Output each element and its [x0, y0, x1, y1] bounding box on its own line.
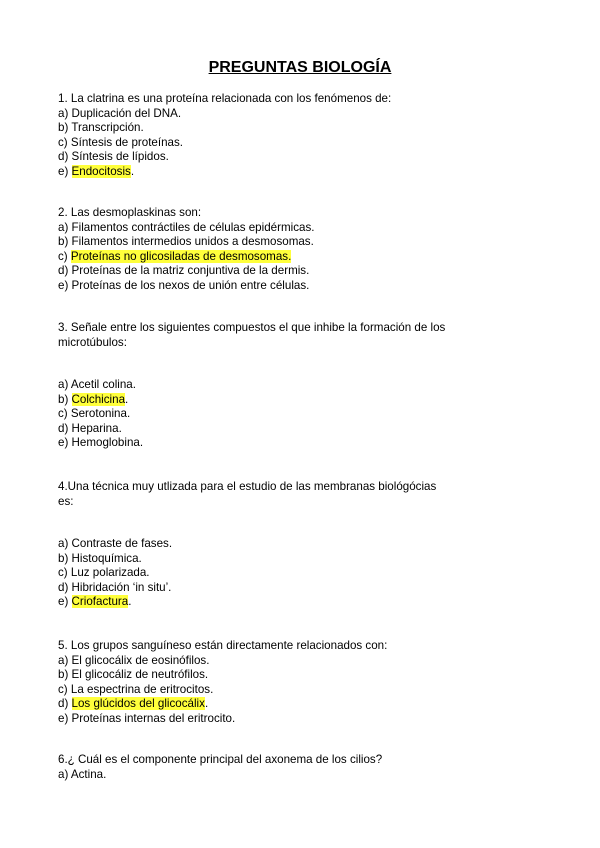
option-5d-prefix: d)	[58, 697, 72, 710]
option-1c: c) Síntesis de proteínas.	[58, 135, 184, 149]
question-6	[58, 753, 478, 782]
option-4b: b) Histoquímica.	[58, 551, 142, 565]
option-2e: e) Proteínas de los nexos de unión entre células.	[58, 278, 310, 292]
option-4e-prefix: e)	[58, 595, 72, 608]
question-4-text-line2: es:	[58, 494, 74, 508]
option-2c	[58, 250, 478, 265]
option-1d: d) Síntesis de lípidos.	[58, 150, 169, 163]
answer-highlight-5: Los glúcidos del glicocálix	[71, 697, 205, 710]
answer-highlight-1: Endocitosis	[71, 164, 131, 178]
option-2d: d) Proteínas de la matriz conjuntiva de la dermis.	[58, 264, 310, 277]
answer-highlight-3: Colchicina	[71, 392, 126, 406]
option-3b-suffix: .	[125, 392, 129, 406]
option-1a: a) Duplicación del DNA.	[58, 106, 182, 120]
answer-highlight-4: Criofactura	[71, 595, 129, 608]
question-1-text: 1. La clatrina es una proteína relacionada con los fenómenos de:	[58, 92, 392, 105]
option-3b-prefix: b)	[58, 392, 72, 406]
answer-highlight-2: Proteínas no glicosiladas de desmosomas.	[70, 249, 292, 263]
question-4	[58, 480, 478, 509]
option-5e: e) Proteínas internas del eritrocito.	[58, 711, 236, 725]
option-5c: c) La espectrina de eritrocitos.	[58, 682, 214, 696]
option-2c-prefix: c)	[58, 249, 71, 263]
question-2	[58, 206, 478, 293]
option-1b: b) Transcripción.	[58, 121, 144, 134]
question-6-text: 6.¿ Cuál es el componente principal del axonema de los cilios?	[58, 753, 383, 766]
option-3b	[58, 393, 478, 408]
option-5a: a) El glicocálix de eosinófilos.	[58, 653, 210, 667]
question-4-options	[58, 537, 478, 610]
option-3d: d) Heparina.	[58, 421, 122, 435]
question-3-options	[58, 378, 478, 451]
option-4a: a) Contraste de fases.	[58, 537, 173, 550]
option-5d-suffix: .	[204, 697, 209, 710]
question-3	[58, 321, 478, 350]
option-1e-prefix: e)	[58, 164, 72, 178]
option-1e-suffix: .	[130, 164, 135, 178]
option-3a: a) Acetil colina.	[58, 378, 136, 391]
option-5d	[58, 697, 478, 712]
option-1e	[58, 165, 478, 180]
option-6a: a) Actina.	[58, 767, 107, 781]
option-4e-suffix: .	[128, 595, 132, 608]
document-title: PREGUNTAS BIOLOGÍA	[208, 59, 392, 76]
option-5b: b) El glicocáliz de neutrófilos.	[58, 668, 209, 681]
question-2-text: 2. Las desmoplaskinas son:	[58, 206, 202, 219]
question-1	[58, 92, 478, 179]
option-2b: b) Filamentos intermedios unidos a desmosomas.	[58, 235, 314, 248]
option-4d: d) Hibridación ‘in situ’.	[58, 580, 172, 594]
question-3-text-line2: microtúbulos:	[58, 335, 127, 349]
question-3-text-line1: 3. Señale entre los siguientes compuestos el que inhibe la formación de los	[58, 321, 446, 334]
option-3c: c) Serotonina.	[58, 407, 131, 420]
question-5-text: 5. Los grupos sanguíneso están directamente relacionados con:	[58, 639, 388, 652]
option-4c: c) Luz polarizada.	[58, 566, 150, 579]
question-4-text-line1: 4.Una técnica muy utlizada para el estudio de las membranas biológócias	[58, 480, 437, 493]
option-4e	[58, 595, 478, 610]
option-2a: a) Filamentos contráctiles de células epidérmicas.	[58, 220, 315, 234]
option-3e: e) Hemoglobina.	[58, 436, 144, 449]
question-5	[58, 639, 478, 726]
